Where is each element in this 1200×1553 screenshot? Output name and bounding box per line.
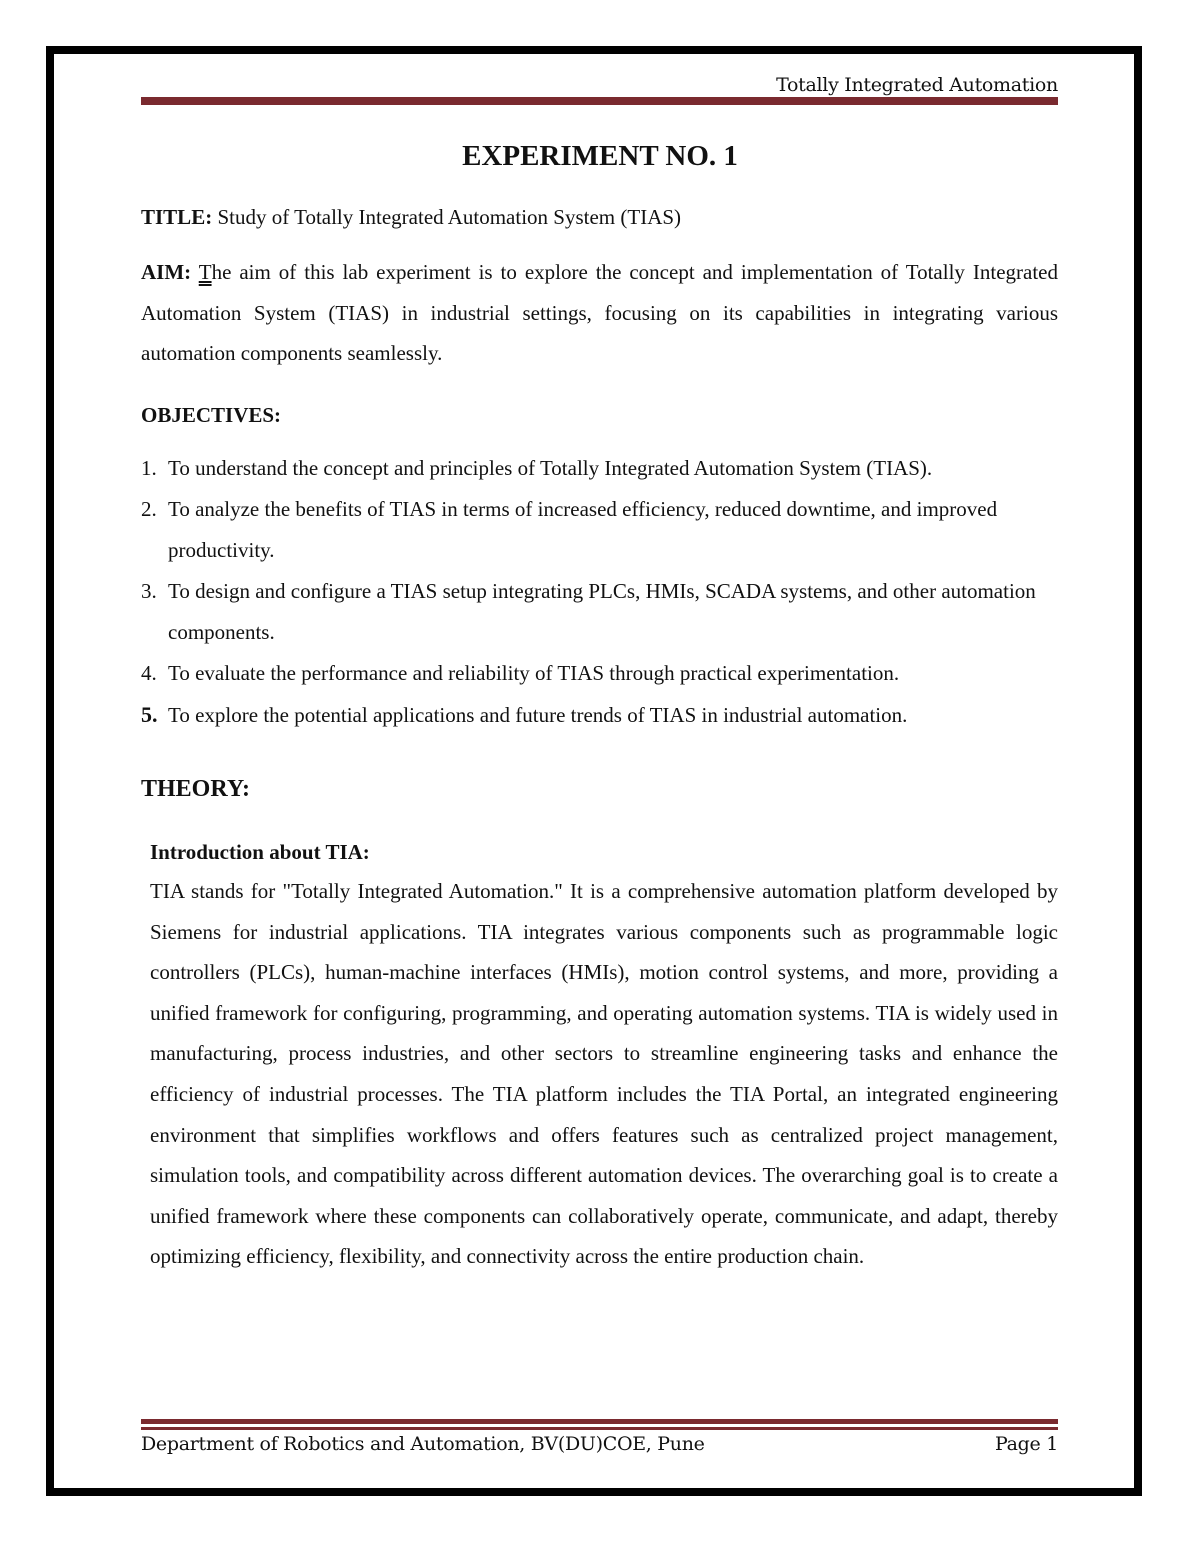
aim-label: AIM: <box>141 260 192 284</box>
theory-section <box>150 835 1058 1277</box>
running-header-title: Totally Integrated Automation <box>776 74 1058 96</box>
intro-heading: Introduction about TIA: <box>150 840 370 864</box>
objective-number: 1. <box>141 455 157 480</box>
objective-number: 3. <box>141 579 157 603</box>
objective-item <box>141 489 1058 570</box>
objective-text: To analyze the benefits of TIAS in terms of increased efficiency, reduced downtime, and improved productivity. <box>168 497 998 562</box>
objective-text: To explore the potential applications and future trends of TIAS in industrial automation. <box>168 702 908 727</box>
objectives-list <box>141 448 1058 736</box>
aim-first-letter: T <box>198 260 212 284</box>
header-rule <box>141 97 1058 105</box>
footer-rule-thick <box>141 1419 1058 1424</box>
objective-item <box>141 571 1058 652</box>
aim-text: he aim of this lab experiment is to explore the concept and implementation of Totally Integrated Automation System (TIAS) in industrial settings, focusing on its capabilities in integrating various automation components seamlessly. <box>141 260 1058 365</box>
title-line <box>141 200 1058 234</box>
intro-paragraph: TIA stands for "Totally Integrated Automation." It is a comprehensive automation platform developed by Siemens for industrial applications. TIA integrates various components such as programmable logic controllers (PLCs), human-machine interfaces (HMIs), motion control systems, and more, providing a unified framework for configuring, programming, and operating automation systems. TIA is widely used in manufacturing, process industries, and other sectors to streamline engineering tasks and enhance the efficiency of industrial processes. The TIA platform includes the TIA Portal, an integrated engineering environment that simplifies workflows and offers features such as centralized project management, simulation tools, and compatibility across different automation devices. The overarching goal is to create a unified framework where these components can collaboratively operate, communicate, and adapt, thereby optimizing efficiency, flexibility, and connectivity across the entire production chain. <box>150 879 1058 1269</box>
footer-department: Department of Robotics and Automation, BV(DU)COE, Pune <box>141 1433 705 1455</box>
objective-text: To understand the concept and principles of Totally Integrated Automation System (TIAS). <box>168 455 933 480</box>
footer-rule-thin <box>141 1427 1058 1430</box>
objective-item <box>141 448 1058 489</box>
objective-text: To evaluate the performance and reliability of TIAS through practical experimentation. <box>168 661 900 685</box>
title-label: TITLE: <box>141 205 213 229</box>
objective-item <box>141 653 1058 694</box>
objective-number: 4. <box>141 661 157 685</box>
title-text: Study of Totally Integrated Automation System (TIAS) <box>217 205 682 229</box>
document-body <box>141 200 1058 1277</box>
objective-text: To design and configure a TIAS setup integrating PLCs, HMIs, SCADA systems, and other automation components. <box>168 579 1036 644</box>
experiment-title: EXPERIMENT NO. 1 <box>462 140 738 172</box>
footer-page-number: Page 1 <box>995 1433 1058 1455</box>
theory-heading: THEORY: <box>141 776 250 802</box>
aim-paragraph <box>141 252 1058 374</box>
objectives-heading: OBJECTIVES: <box>141 402 282 427</box>
objective-item <box>141 695 1058 736</box>
objective-number: 2. <box>141 497 157 521</box>
objective-number: 5. <box>141 701 158 727</box>
